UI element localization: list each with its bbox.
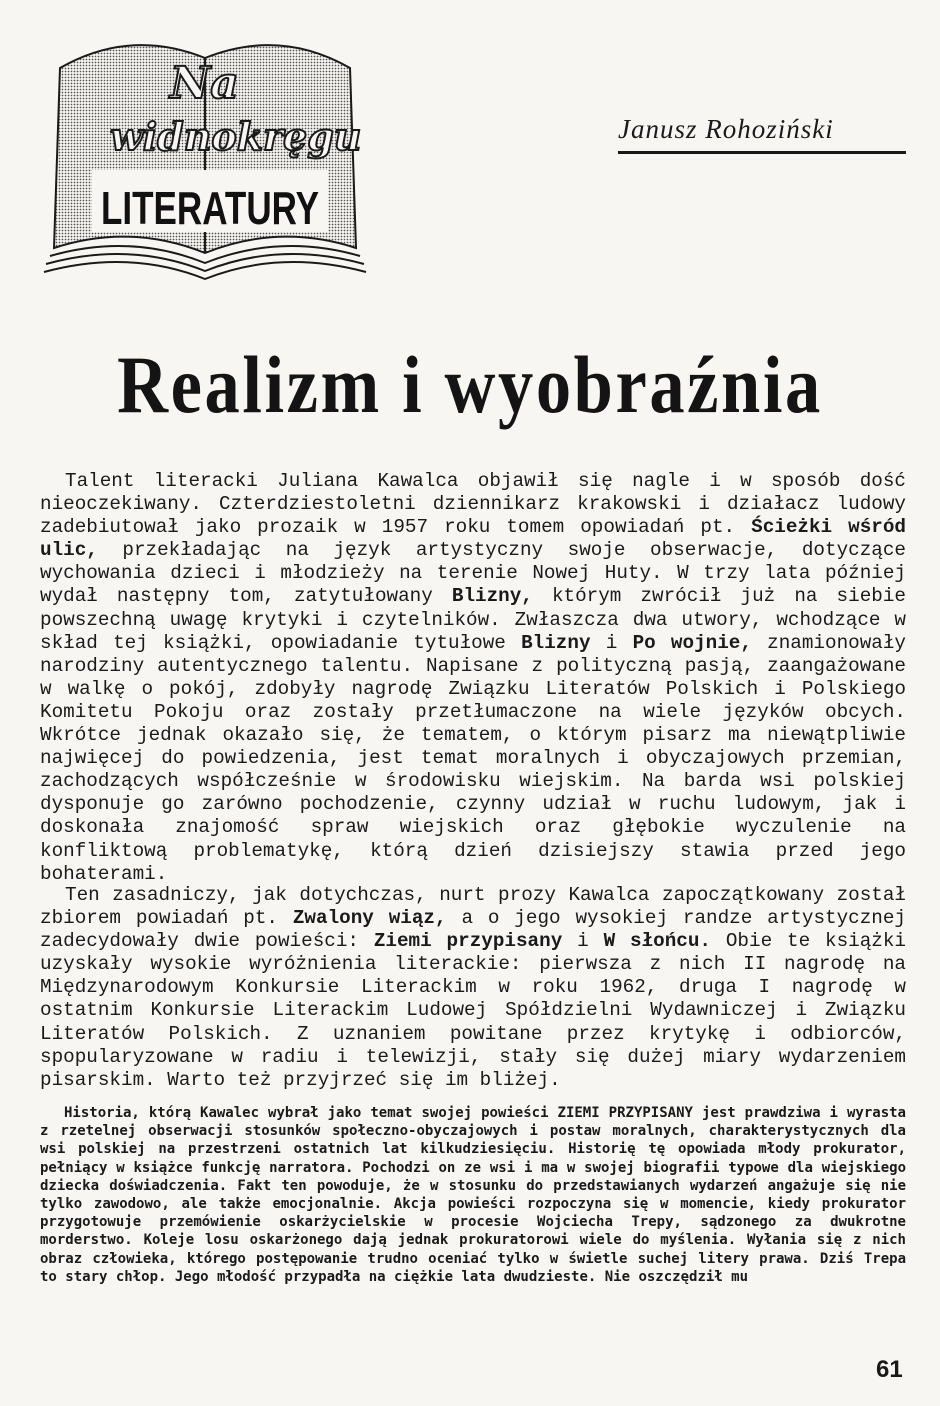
p2-text2: a o jego wysokiej randze artystycznej zadecydowały dwie powieści: — [40, 907, 907, 953]
story-title-po-wojnie: Po wojnie, — [632, 631, 752, 654]
author-name: Janusz Rohoziński — [618, 114, 834, 144]
book-title-w-sloncu: W słońcu. — [603, 930, 711, 953]
book-title-sciezki: Ścieżki wśród ulic, — [40, 516, 906, 562]
summary-paragraph: Historia, którą Kawalec wybrał jako temat swojej powieści ZIEMI PRZYPISANY jest prawdziwa i wyrasta z rzetelnej obserwacji stosunków społeczno-obyczajowych i postaw moralnych, charakterystycznych dla wsi polskiej na przestrzeni ostatnich lat kilkudziesięciu. Historię tę opowiada młody prokurator, pełniący w książce funkcję narratora. Pochodzi on ze wsi i ma w swojej biografii typowe dla wiejskiego dziecka doświadczenia. Fakt ten powoduje, że w stosunku do przedstawianych wydarzeń angażuje się nie tylko zawodowo, ale także emocjonalnie. Akcja powieści rozpoczyna się w momencie, kiedy prokurator przygotowuje przemówienie oskarżycielskie w procesie Wojciecha Trepy, sądzonego za dwukrotne morderstwo. Koleje losu oskarżonego dają jednak prokuratorowi wiele do myślenia. Wyłania się z nich obraz człowieka, którego postępowanie trudno oceniać tylko w świetle suchej litery prawa. Dziś Trepa to stary chłop. Jego młodość przypadła na ciężkie lata dwudzieste. Nie oszczędził mu — [40, 1105, 906, 1285]
book-title-blizny: Blizny, — [451, 585, 533, 608]
body-paragraph-2 — [40, 884, 906, 1092]
story-title-blizny: Blizny — [521, 631, 591, 654]
p2-text3: i — [562, 930, 604, 953]
article-title: Realizm i wyobraźnia — [117, 339, 823, 430]
p1-text4: i — [590, 631, 633, 654]
author-underline — [618, 151, 906, 154]
p1-text3: którym zwrócił już na siebie powszechną uwagę krytyki i czytelników. Zwłaszcza dwa utwory, wchodzące w skład tej książki, opowiadanie tytułowe — [40, 585, 906, 654]
open-book-icon — [40, 28, 370, 288]
book-title-ziemi-przypisany: Ziemi przypisany — [373, 930, 563, 953]
logo-line1: Na — [170, 58, 239, 109]
logo-line2: widnokręgu — [110, 114, 362, 159]
p1-text2: przekładając na język artystyczny swoje obserwacje, dotyczące wychowania dzieci i młodzieży na terenie Nowej Huty. W trzy lata później wydał następny tom, zatytułowany — [40, 539, 906, 608]
p2-text4: Obie te książki uzyskały wysokie wyróżnienia literackie: pierwsza z nich II nagrodę na Międzynarodowym Konkursie Literackim w roku 1962, druga I nagrodę w ostatnim Konkursie Literackim Ludowej Spółdzielni Wydawniczej i Związku Literatów Polskich. Z uznaniem powitane przez krytykę i odbiorców, spopularyzowane w radiu i telewizji, stały się dużej miary wydarzeniem pisarskim. Warto też przyjrzeć się im bliżej. — [40, 930, 906, 1091]
p1-text5: znamionowały narodziny autentycznego talentu. Napisane z polityczną pasją, zaangażowane w walkę o pokój, zdobyły nagrodę Związku Literatów Polskich i Polskiego Komitetu Pokoju oraz zostały przetłumaczone na wiele języków obcych. Wkrótce jednak okazało się, że tematem, o którym pisarz ma niewątpliwie najwięcej do powiedzenia, jest temat moralnych i obyczajowych przemian, zachodzących współcześnie w środowisku wiejskim. Na barda wsi polskiej dysponuje go zarówno pochodzenie, czynny udział w ruchu ludowym, jak i doskonała znajomość spraw wiejskich oraz głębokie wyczulenie na konfliktową problematykę, którą dzień dzisiejszy stawia przed jego bohaterami. — [40, 631, 906, 885]
body-paragraph-1 — [40, 470, 906, 886]
page-number: 61 — [876, 1356, 903, 1383]
p2-text1: Ten zasadniczy, jak dotychczas, nurt prozy Kawalca zapoczątkowany został zbiorem powiadań pt. — [40, 884, 906, 930]
p1-text1: Talent literacki Juliana Kawalca objawił się nagle i w sposób dość nieoczekiwany. Czterdziestoletni dziennikarz krakowski i działacz ludowy zadebiutował jako prozaik w 1957 roku tomem opowiadań pt. — [40, 470, 906, 539]
book-title-zwalony-wiaz: Zwalony wiąz, — [292, 907, 447, 930]
logo-line3: LITERATURY — [101, 182, 319, 234]
section-logo — [40, 28, 370, 288]
